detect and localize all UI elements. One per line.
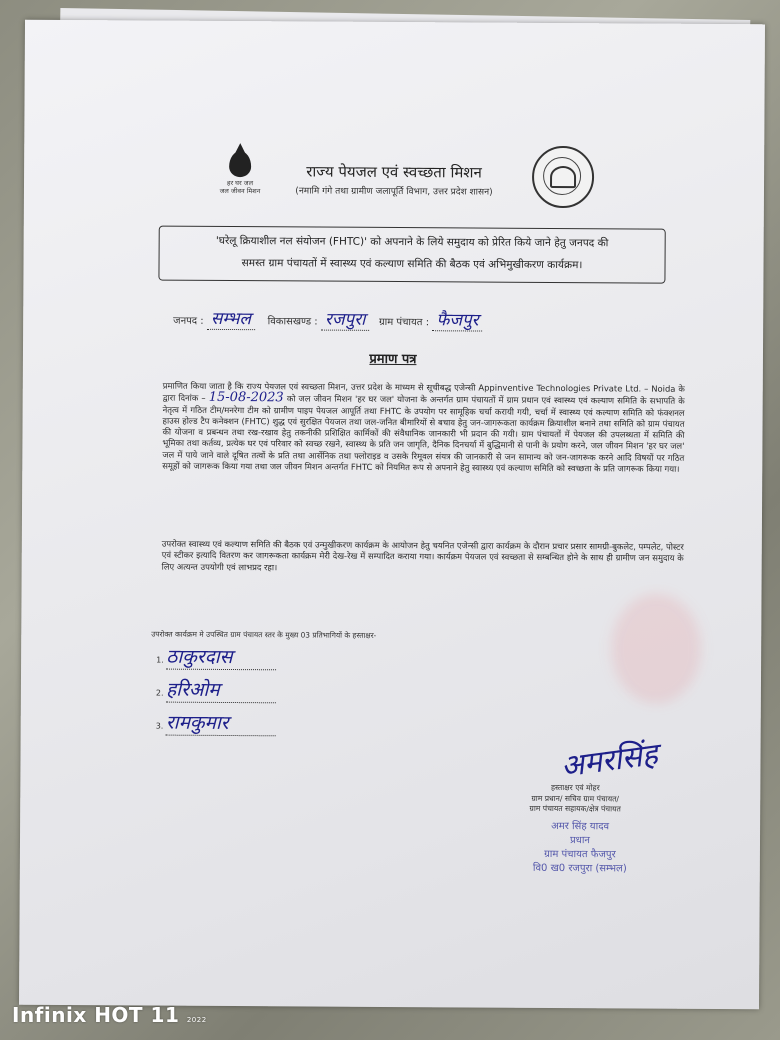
district-label: जनपद :: [173, 315, 204, 327]
stamp-panchayat: ग्राम पंचायत फैजपुर: [544, 848, 616, 861]
certificate-paragraph-2: उपरोक्त स्वास्थ्य एवं कल्याण समिति की बैठक एवं उन्मुखीकरण कार्यक्रम के आयोजन हेतु चयनित एजेन्सी द्वारा कार्यक्रम के दौरान प्रचार प्रसार सामग्री-बुकलेट, पम्पलेट, पोस्टर एवं स्टीकर इत्यादि वितरण कर जागरूकता कार्यक्रम मेरी देख-रेख में सम्पादित कराया गया। कार्यक्रम पेयजल एवं स्वच्छता से सम्बन्धित होने के साथ ही ग्रामीण जन समुदाय के लिए अत्यन्त उपयोगी एवं लाभप्रद रहा।: [161, 538, 684, 572]
participant-number: 2.: [155, 688, 164, 698]
participant-3: [156, 709, 276, 737]
participants-intro: उपरोक्त कार्यक्रम मे उपस्थित ग्राम पंचायत स्तर के मुख्य 03 प्रतिभागियों के हस्ताक्षर-: [151, 629, 377, 640]
signatory-line-3: ग्राम पंचायत सहायक/क्षेत्र पंचायत: [529, 803, 621, 814]
participant-1: [156, 643, 276, 671]
up-government-emblem: [532, 146, 594, 208]
participant-2: [156, 676, 276, 704]
pradhan-stamp: [500, 820, 660, 877]
block-value: रजपुरा: [321, 307, 370, 331]
block-label: विकासखण्ड :: [267, 316, 318, 328]
stamp-block: वि0 ख0 रजपुरा (सम्भल): [532, 862, 627, 875]
stamp-name: अमर सिंह यादव: [551, 820, 610, 833]
certificate-title: प्रमाण पत्र: [369, 351, 417, 368]
program-line-1: 'घरेलू क्रियाशील नल संयोजन (FHTC)' को अपनाने के लिये समुदाय को प्रेरित किये जाने हेतु जनपद की: [215, 234, 609, 250]
location-row: [173, 306, 483, 332]
para1-part-b: को जल जीवन मिशन 'हर घर जल' योजना के अन्तर्गत ग्राम पंचायतों में ग्राम प्रधान एवं स्वास्थ्य एवं कल्याण समिति के सभापति के नेतृत्व में गठित टीम/मनरेगा टीम को ग्रामीण पाइप पेयजल आपूर्ति तथा FHTC के उपयोग पर सामूहिक चर्चा करायी गयी, चर्चा में स्वास्थ्य एवं कल्याण समिति को फंक्शनल हाउस होल्ड टैप कनेक्शन (FHTC) शुद्ध एवं सुरक्षित पेयजल तथा जल-जनित बीमारियों से बचाव हेतु जन-जागरूकता कार्यक्रम क्रियाशील बनाने तथा समिति को ग्राम पंचायत की योजना व प्रबन्धन तथा रख-रखाव हेतु तकनीकी प्रशिक्षित कार्मिकों की संवैधानिक जानकारी भी प्रदान की गयी। ग्राम पंचायतों में पेयजल की उपलब्धता में समिति की भूमिका तथा कर्तव्य, प्रत्येक घर एवं परिवार को स्वच्छ रखने, स्वास्थ्य के प्रति जन जागृति, दैनिक दिनचर्या में बुद्धिमानी से पानी के प्रयोग करने, जल जीवन मिशन 'हर घर जल' जल में पाये जाने वाले दूषित तत्वों के प्रति तथा आर्सेनिक तथा फ्लोराइड व उसके रिमूवल संयत्र की जानकारी से जन सामान्य को जन-जागरूक करने आदि विषयों पर गठित समूहों को जागरूक किया गया तथा जल जीवन मिशन अन्तर्गत FHTC को नियमित रूप से अपनाने हेतु स्वास्थ्य एवं कल्याण समिति को स्वच्छता के प्रति जागरूक किया गया।: [162, 393, 685, 474]
program-title-box: [158, 226, 665, 284]
red-stain: [611, 593, 702, 704]
left-logo-text: हर घर जल जल जीवन मिशन: [219, 178, 261, 196]
panchayat-value: फैजपुर: [432, 307, 482, 331]
panchayat-label: ग्राम पंचायत :: [378, 316, 430, 329]
participant-number: 1.: [156, 655, 164, 665]
district-value: सम्भल: [207, 306, 255, 330]
certificate-document: [19, 20, 765, 1010]
watermark-year: 2022: [186, 1016, 207, 1024]
program-date: 15-08-2023: [208, 390, 284, 406]
certificate-paragraph-1: [162, 381, 685, 476]
signatory-line-2: ग्राम प्रधान/ सचिव ग्राम पंचायत/: [531, 793, 620, 803]
participant-signature: रामकुमार: [166, 709, 276, 737]
para1-part-a: प्रमाणित किया जाता है कि राज्य पेयजल एवं स्वच्छता मिशन, उत्तर प्रदेश के माध्यम से सूचीबद्ध एजेन्सी Appinventive Technologies Private Ltd. – Noida के द्वारा दिनांक –: [162, 380, 685, 404]
participant-number: 3.: [155, 721, 164, 731]
participant-signature: हरिओम: [166, 676, 276, 704]
fish-emblem-icon: [550, 166, 576, 188]
program-line-2: समस्त ग्राम पंचायतों में स्वास्थ्य एवं कल्याण समिति की बैठक एवं अभिमुखीकरण कार्यक्रम।: [241, 257, 583, 272]
participant-signature: ठाकुरदास: [166, 643, 276, 671]
watermark-brand: Infinix HOT 11: [12, 1003, 180, 1027]
signatory-line-1: हस्ताक्षर एवं मोहर: [550, 782, 600, 793]
mission-title: राज्य पेयजल एवं स्वच्छता मिशन: [306, 162, 482, 182]
signatory-designation: [490, 783, 660, 816]
pradhan-signature: अमरसिंह: [558, 737, 660, 785]
camera-watermark: [12, 1003, 207, 1027]
stamp-designation: प्रधान: [569, 835, 591, 847]
mission-subtitle: (नमामि गंगे तथा ग्रामीण जलापूर्ति विभाग, उत्तर प्रदेश शासन): [295, 186, 493, 198]
